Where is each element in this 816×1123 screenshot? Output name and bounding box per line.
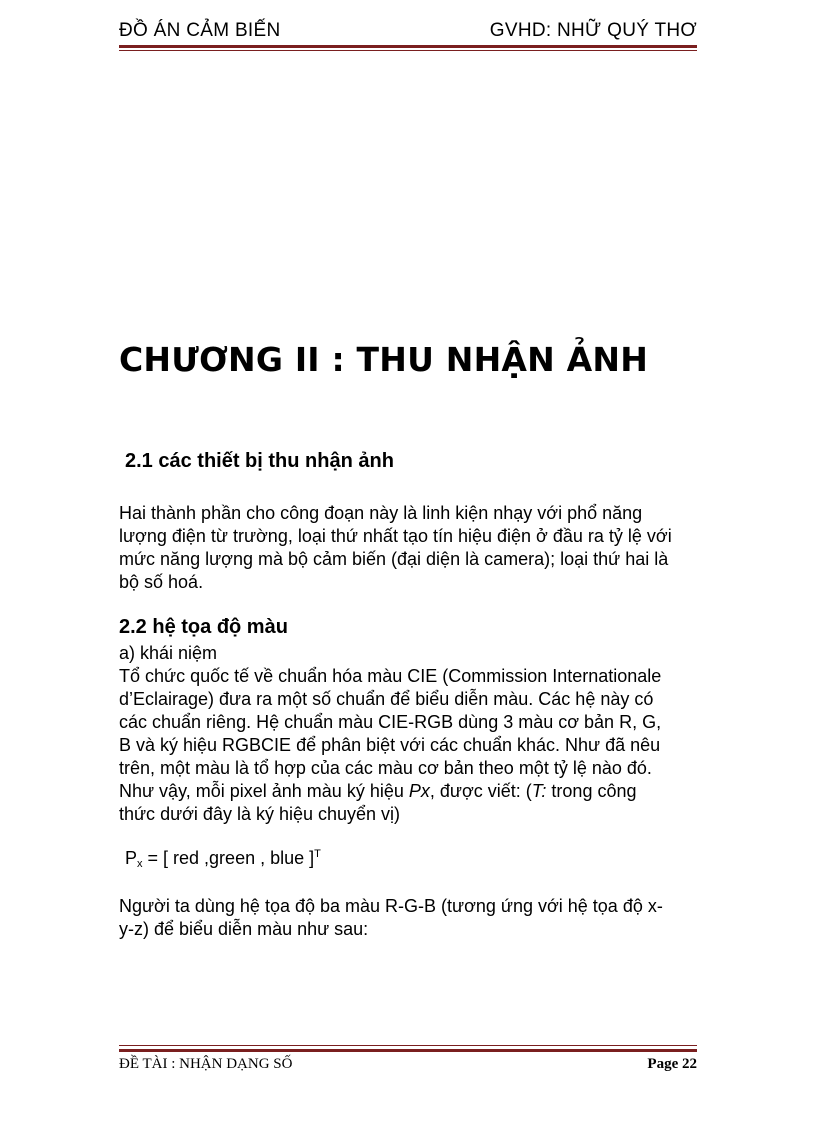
footer-rule-thick <box>119 1049 697 1052</box>
paragraph-line: trên, một màu là tổ hợp của các màu cơ bản theo một tỷ lệ nào đó. <box>119 758 652 778</box>
footer-topic: ĐỀ TÀI : NHẬN DẠNG SỐ <box>119 1056 293 1072</box>
section-2-2-paragraph <box>119 642 704 826</box>
section-2-1-paragraph <box>119 502 704 594</box>
header-project-title: ĐỒ ÁN CẢM BIẾN <box>119 20 281 41</box>
page-footer <box>119 1056 697 1078</box>
header-rule-thick <box>119 45 697 48</box>
paragraph-line: lượng điện từ trường, loại thứ nhất tạo tín hiệu điện ở đầu ra tỷ lệ với <box>119 526 672 546</box>
rgb-paragraph <box>119 895 704 941</box>
chapter-title: CHƯƠNG II : THU NHẬN ẢNH <box>119 340 649 379</box>
paragraph-line: Hai thành phần cho công đoạn này là linh kiện nhạy với phổ năng <box>119 503 643 523</box>
px-formula: $P_x$ = [ red ,green , blue ]$^T$ <box>125 848 321 870</box>
section-2-2-heading: 2.2 hệ tọa độ màu <box>119 616 288 638</box>
section-2-1-heading: 2.1 các thiết bị thu nhận ảnh <box>125 450 394 472</box>
footer-rule-thin <box>119 1045 697 1046</box>
page-header <box>119 20 697 48</box>
header-rule-thin <box>119 50 697 51</box>
paragraph-line: Như vậy, mỗi pixel ảnh màu ký hiệu Px, được viết: (T: trong công <box>119 781 637 801</box>
header-supervisor: GVHD: NHỮ QUÝ THƠ <box>489 20 697 41</box>
paragraph-line: d’Eclairage) đưa ra một số chuẩn để biểu diễn màu. Các hệ này có <box>119 689 654 709</box>
paragraph-line: Người ta dùng hệ tọa độ ba màu R-G-B (tương ứng với hệ tọa độ x- <box>119 896 663 916</box>
page-number: Page 22 <box>647 1056 697 1072</box>
paragraph-line: B và ký hiệu RGBCIE để phân biệt với các chuẩn khác. Như đã nêu <box>119 735 661 755</box>
paragraph-line: mức năng lượng mà bộ cảm biến (đại diện là camera); loại thứ hai là <box>119 549 669 569</box>
paragraph-line: Tổ chức quốc tế về chuẩn hóa màu CIE (Commission Internationale <box>119 666 662 686</box>
paragraph-line: các chuẩn riêng. Hệ chuẩn màu CIE-RGB dùng 3 màu cơ bản R, G, <box>119 712 662 732</box>
subheading: a) khái niệm <box>119 643 218 663</box>
paragraph-line: thức dưới đây là ký hiệu chuyển vị) <box>119 804 401 824</box>
paragraph-line: bộ số hoá. <box>119 572 204 592</box>
paragraph-line: y-z) để biểu diễn màu như sau: <box>119 919 369 939</box>
